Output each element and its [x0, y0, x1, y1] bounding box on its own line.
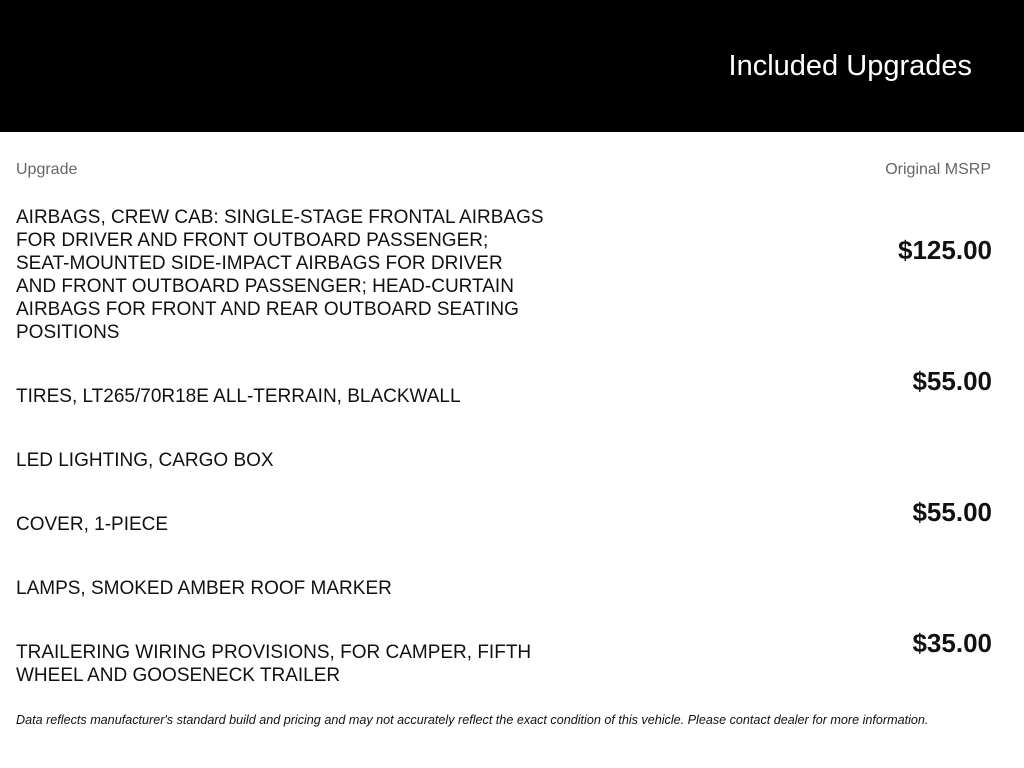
upgrade-item-tires: TIRES, LT265/70R18E ALL-TERRAIN, BLACKWALL	[16, 386, 461, 407]
price-value: $125.00	[898, 235, 992, 265]
price-value: $55.00	[912, 497, 992, 527]
price-value: $35.00	[912, 628, 992, 658]
msrp-column-header: Original MSRP	[885, 161, 991, 178]
upgrade-column-header: Upgrade	[16, 161, 78, 178]
disclaimer-footnote: Data reflects manufacturer's standard build and pricing and may not accurately reflect the exact condition of this vehicle. Please contact dealer for more information.	[16, 713, 929, 727]
upgrade-item-trailering: TRAILERING WIRING PROVISIONS, FOR CAMPER, FIFTH WHEEL AND GOOSENECK TRAILER	[16, 642, 532, 686]
page-title: Included Upgrades	[728, 50, 972, 82]
upgrade-item-led-lighting: LED LIGHTING, CARGO BOX	[16, 450, 274, 471]
header-bar	[0, 0, 1024, 132]
price-value: $55.00	[912, 366, 992, 396]
upgrade-item-cover: COVER, 1-PIECE	[16, 514, 169, 535]
upgrade-item-lamps: LAMPS, SMOKED AMBER ROOF MARKER	[16, 578, 392, 599]
upgrade-item-airbags: AIRBAGS, CREW CAB: SINGLE-STAGE FRONTAL AIRBAGS FOR DRIVER AND FRONT OUTBOARD PASSENGER; SEAT-MOUNTED SIDE-IMPACT AIRBAGS FOR DRIVER AND FRONT OUTBOARD PASSENGER; HEAD-CURTAIN AIRBAGS FOR FRONT AND REAR OUTBOARD SEATING POSITIONS	[16, 207, 544, 343]
